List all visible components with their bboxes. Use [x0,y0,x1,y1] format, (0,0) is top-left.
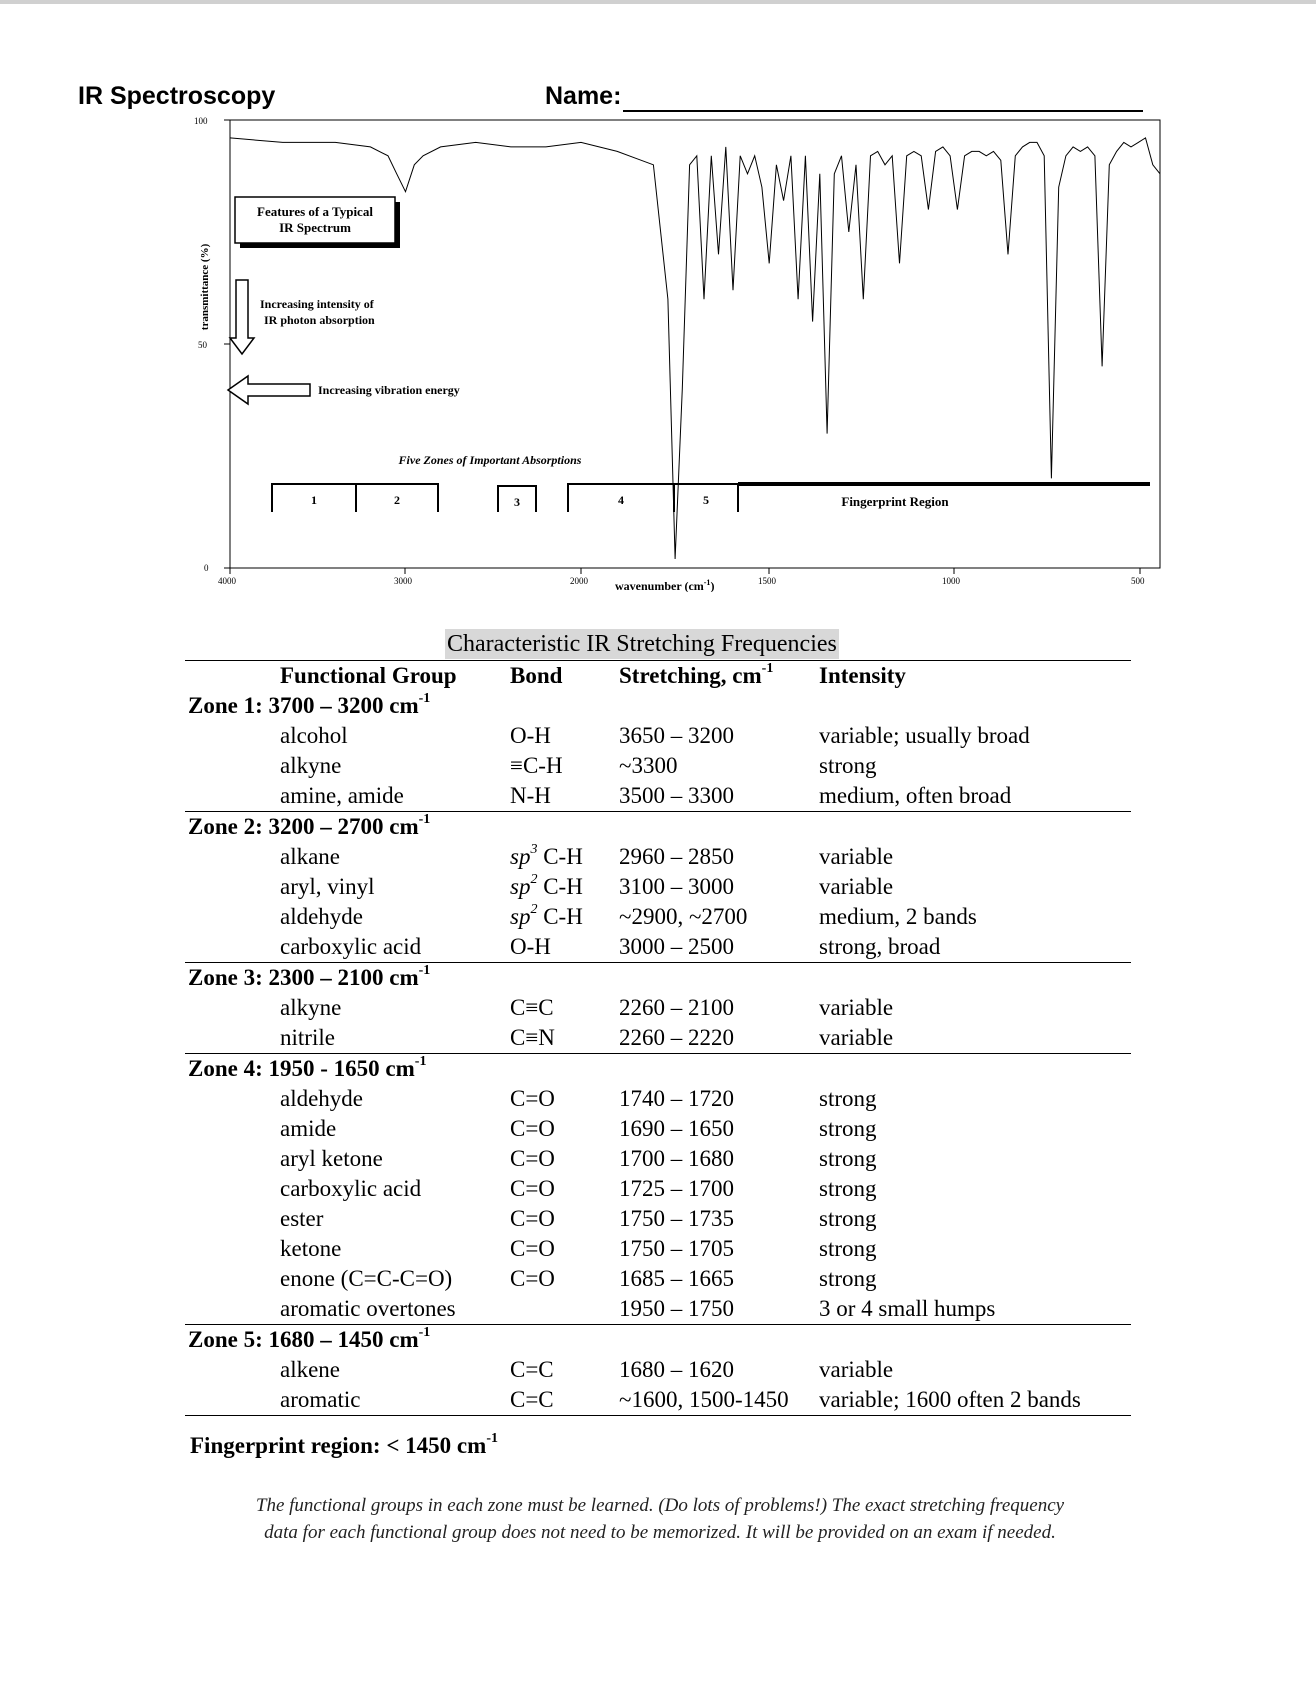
x-tick-1500: 1500 [758,576,776,586]
top-border [0,0,1316,4]
footnote-line-2: data for each functional group does not need to be memorized. It will be provided on an exam if needed. [264,1522,1056,1543]
table-row: alkene C=C 1680 – 1620 variable [280,1357,894,1382]
table-header-row [185,661,1131,691]
zone-1-label: 1 [311,493,317,507]
table-row: carboxylic acid O-H 3000 – 2500 strong, broad [185,932,1131,963]
zone-1-row [185,691,1131,721]
table-row: nitrile C≡N 2260 – 2220 variable [185,1023,1131,1054]
ir-frequency-table [185,660,1131,1416]
x-tick-2000: 2000 [570,576,588,586]
x-tick-500: 500 [1131,576,1145,586]
table-row: ketone C=O 1750 – 1705 strong [280,1236,877,1261]
zone-label: Zone 5: 1680 – 1450 $cm^{-1}$ [188,1325,431,1352]
y-tick-100: 100 [194,116,208,126]
x-tick-3000: 3000 [394,576,412,586]
table-row: ester C=O 1750 – 1735 strong [280,1206,877,1231]
left-arrow-icon [228,376,310,404]
zone-brackets [272,484,1150,512]
page-title: IR Spectroscopy [78,82,276,110]
plot-frame [230,120,1160,568]
zone-4-label: 4 [618,493,624,507]
y-axis-label: transmittance (%) [199,243,211,331]
header-stretching: Stretching, $cm^{-1}$ [619,661,774,688]
ir-spectrum-chart [190,112,1170,592]
name-label: Name: [545,82,622,110]
table-row: aromatic overtones 1950 – 1750 3 or 4 small humps [185,1294,1131,1325]
table-row: aldehyde $sp^2$ C-H ~2900, ~2700 medium, 2 bands [280,902,977,929]
zone-4-row [185,1054,1131,1084]
features-label-box [235,197,400,248]
table-row: alkane $sp^3$ C-H 2960 – 2850 variable [280,842,894,869]
zone-label: Zone 3: 2300 – 2100 $cm^{-1}$ [188,963,431,990]
zone-label: Zone 1: 3700 – 3200 $cm^{-1}$ [188,691,431,718]
zone-3-label: 3 [514,495,520,509]
header-bond: Bond [510,663,563,688]
fingerprint-region-label: Fingerprint region: < 1450 $cm^{-1}$ [190,1431,498,1458]
intensity-label-line1: Increasing intensity of [260,297,374,311]
zone-label: Zone 2: 3200 – 2700 $cm^{-1}$ [188,812,431,839]
table-row: enone (C=C-C=O) C=O 1685 – 1665 strong [280,1266,877,1291]
x-tick-1000: 1000 [942,576,960,586]
y-tick-0: 0 [204,563,209,573]
zone-2-label: 2 [394,493,400,507]
table-row: aldehyde C=O 1740 – 1720 strong [280,1086,877,1111]
header-group: Functional Group [280,663,457,688]
table-row: carboxylic acid C=O 1725 – 1700 strong [280,1176,877,1201]
table-row: alkyne ≡C-H ~3300 strong [280,753,877,778]
x-tick-4000: 4000 [218,576,236,586]
svg-text:Features of a Typical: Features of a Typical [257,204,373,219]
footnote [190,1492,1130,1546]
table-row: alcohol O-H 3650 – 3200 variable; usually broad [280,723,1030,748]
header-intensity: Intensity [819,663,906,688]
zone-2-row [185,812,1131,842]
fingerprint-zone-label: Fingerprint Region [841,494,949,509]
table-row: aryl ketone C=O 1700 – 1680 strong [280,1146,877,1171]
zone-5-label: 5 [703,493,709,507]
x-axis [218,568,1145,592]
table-caption: Characteristic IR Stretching Frequencies [447,631,837,657]
table-row: amine, amide N-H 3500 – 3300 medium, often broad [185,781,1131,812]
table-row: aromatic C=C ~1600, 1500-1450 variable; 1600 often 2 bands [185,1385,1131,1416]
zones-title: Five Zones of Important Absorptions [398,453,582,467]
table-row: alkyne C≡C 2260 – 2100 variable [280,995,894,1020]
y-axis [194,116,230,573]
zone-5-row [185,1325,1131,1355]
x-axis-label: wavenumber $(cm^{-1})$ [615,578,715,592]
svg-text:IR Spectrum: IR Spectrum [279,220,351,235]
energy-label: Increasing vibration energy [318,383,460,397]
footnote-line-1: The functional groups in each zone must be learned. (Do lots of problems!) The exact stretching frequency [255,1495,1065,1516]
down-arrow-icon [230,280,254,354]
table-row: aryl, vinyl $sp^2$ C-H 3100 – 3000 variable [280,872,894,899]
intensity-label-line2: IR photon absorption [264,313,375,327]
zone-label: Zone 4: 1950 - 1650 $cm^{-1}$ [188,1054,427,1081]
zone-3-row [185,963,1131,993]
table-row: amide C=O 1690 – 1650 strong [280,1116,877,1141]
y-tick-50: 50 [198,340,207,350]
